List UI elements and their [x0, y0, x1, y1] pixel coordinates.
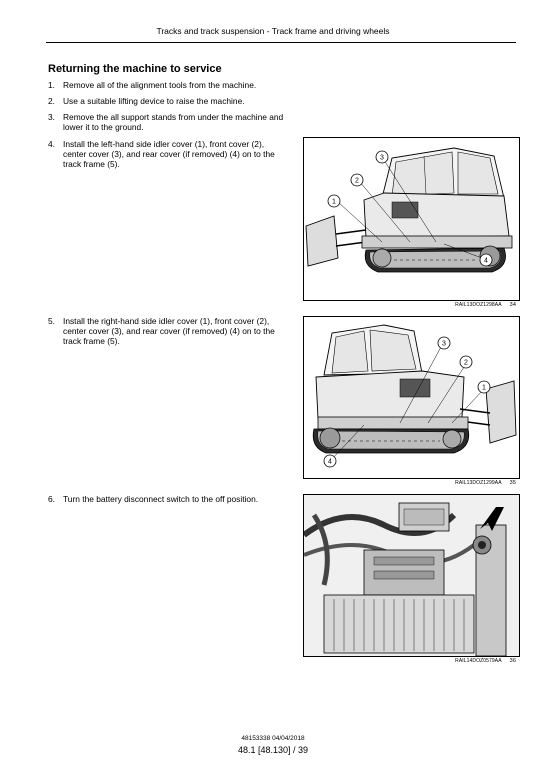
callout-3: [438, 337, 450, 349]
figure-35-right-side-dozer: [303, 316, 520, 479]
step-number: 3.: [48, 112, 55, 122]
figure-ref-code: RAIL14DOZ0579AA: [455, 658, 502, 664]
header-rule: [46, 42, 516, 43]
callout-4: [324, 455, 336, 467]
figure-ref-code: RAIL13DOZ1299AA: [455, 480, 502, 486]
figure-number: 35: [509, 480, 516, 486]
step-number: 4.: [48, 139, 55, 149]
footer-page-number: 48.1 [48.130] / 39: [237, 745, 309, 755]
section-title: Returning the machine to service: [48, 63, 222, 75]
step-text: Use a suitable lifting device to raise the machine.: [63, 96, 245, 106]
step-number: 6.: [48, 494, 55, 504]
figure-ref-code: RAIL13DOZ1298AA: [455, 302, 502, 308]
svg-text:2: 2: [464, 359, 468, 367]
svg-text:1: 1: [332, 198, 336, 206]
step-text: Turn the battery disconnect switch to the off position.: [63, 494, 259, 504]
engine-compartment-illustration: [304, 495, 519, 656]
figure-36-caption: [455, 658, 516, 664]
step-text: Remove all of the alignment tools from the machine.: [63, 80, 257, 90]
figure-number: 34: [509, 302, 516, 308]
callout-4: [480, 254, 492, 266]
callout-1: [478, 381, 490, 393]
svg-text:4: 4: [484, 257, 488, 265]
svg-text:3: 3: [380, 154, 384, 162]
step-text: Install the left-hand side idler cover (1), front cover (2), center cover (3), and rear cover (if removed) (4) on to the track frame (5).: [63, 139, 275, 169]
figure-number: 36: [509, 658, 516, 664]
page-header: Tracks and track suspension - Track frame and driving wheels: [156, 26, 390, 36]
figure-34-caption: [455, 302, 516, 308]
dozer-right-illustration: [304, 317, 519, 478]
step-text: Remove the all support stands from under the machine and lower it to the ground.: [63, 112, 284, 132]
svg-text:3: 3: [442, 340, 446, 348]
figure-34-left-side-dozer: [303, 137, 520, 301]
figure-36-battery-disconnect: [303, 494, 520, 657]
step-number: 5.: [48, 316, 55, 326]
svg-text:2: 2: [355, 177, 359, 185]
step-number: 2.: [48, 96, 55, 106]
svg-text:1: 1: [482, 384, 486, 392]
callout-2: [460, 356, 472, 368]
callout-2: [351, 174, 363, 186]
callout-3: [376, 151, 388, 163]
callout-1: [328, 195, 340, 207]
step-number: 1.: [48, 80, 55, 90]
step-text: Install the right-hand side idler cover (1), front cover (2), center cover (3), and rear cover (if removed) (4) on to the track frame (5).: [63, 316, 275, 346]
dozer-left-illustration: [304, 138, 519, 300]
figure-35-caption: [455, 480, 516, 486]
svg-text:4: 4: [328, 458, 332, 466]
footer-document-id: 48153338 04/04/2018: [241, 735, 305, 742]
